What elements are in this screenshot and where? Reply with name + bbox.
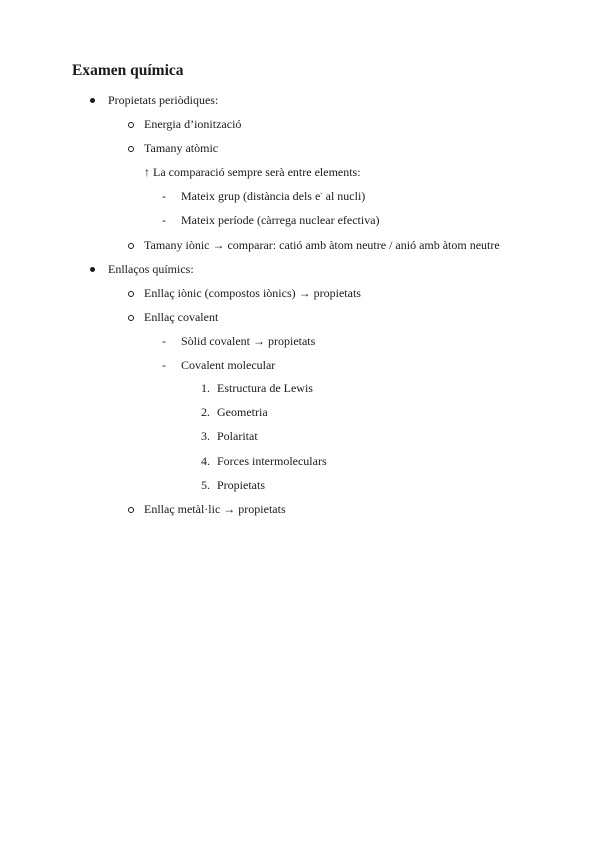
- list-item-mateix-grup: [181, 188, 365, 204]
- bullet-disc-icon: [90, 98, 95, 103]
- list-item-propietats: Propietats: [217, 478, 265, 492]
- list-item-enllac-metallic: Enllaç metàl·lic → propietats: [144, 502, 286, 516]
- comparison-note: ↑ La comparació sempre serà entre elements:: [144, 165, 361, 179]
- dash-marker: -: [162, 189, 166, 203]
- bullet-circle-icon: [128, 315, 134, 321]
- list-number: 2.: [201, 405, 210, 419]
- electron-superscript: -: [320, 189, 323, 197]
- list-item-solid-covalent: Sòlid covalent → propietats: [181, 334, 316, 348]
- list-item-enllacos-quimics: Enllaços químics:: [108, 262, 194, 276]
- list-number: 3.: [201, 429, 210, 443]
- list-item-polaritat: Polaritat: [217, 429, 258, 443]
- list-item-tamany-ionic: Tamany iònic → comparar: catió amb àtom neutre / anió amb àtom neutre: [144, 238, 500, 252]
- bullet-circle-icon: [128, 291, 134, 297]
- dash-marker: -: [162, 213, 166, 227]
- list-item-enllac-covalent: Enllaç covalent: [144, 310, 219, 324]
- list-item-covalent-molecular: Covalent molecular: [181, 358, 276, 372]
- list-item-propietats-periodiques: Propietats periòdiques:: [108, 93, 219, 107]
- list-item-tamany-atomic: Tamany atòmic: [144, 141, 219, 155]
- bullet-circle-icon: [128, 146, 134, 152]
- bullet-circle-icon: [128, 507, 134, 513]
- list-item-estructura-lewis: Estructura de Lewis: [217, 381, 313, 395]
- bullet-disc-icon: [90, 267, 95, 272]
- document-title: Examen química: [72, 62, 184, 79]
- list-item-geometria: Geometria: [217, 405, 268, 419]
- list-item-energia-ionitzacio: Energia d’ionització: [144, 117, 242, 131]
- mateix-grup-suffix: al nucli): [322, 189, 366, 203]
- dash-marker: -: [162, 358, 166, 372]
- list-number: 4.: [201, 454, 210, 468]
- mateix-grup-text: Mateix grup (distància dels e: [181, 189, 321, 203]
- bullet-circle-icon: [128, 122, 134, 128]
- dash-marker: -: [162, 334, 166, 348]
- list-item-forces-intermoleculars: Forces intermoleculars: [217, 454, 327, 468]
- list-number: 1.: [201, 381, 210, 395]
- list-item-mateix-periode: Mateix període (càrrega nuclear efectiva): [181, 213, 380, 227]
- bullet-circle-icon: [128, 243, 134, 249]
- list-number: 5.: [201, 478, 210, 492]
- list-item-enllac-ionic: Enllaç iònic (compostos iònics) → propietats: [144, 286, 361, 300]
